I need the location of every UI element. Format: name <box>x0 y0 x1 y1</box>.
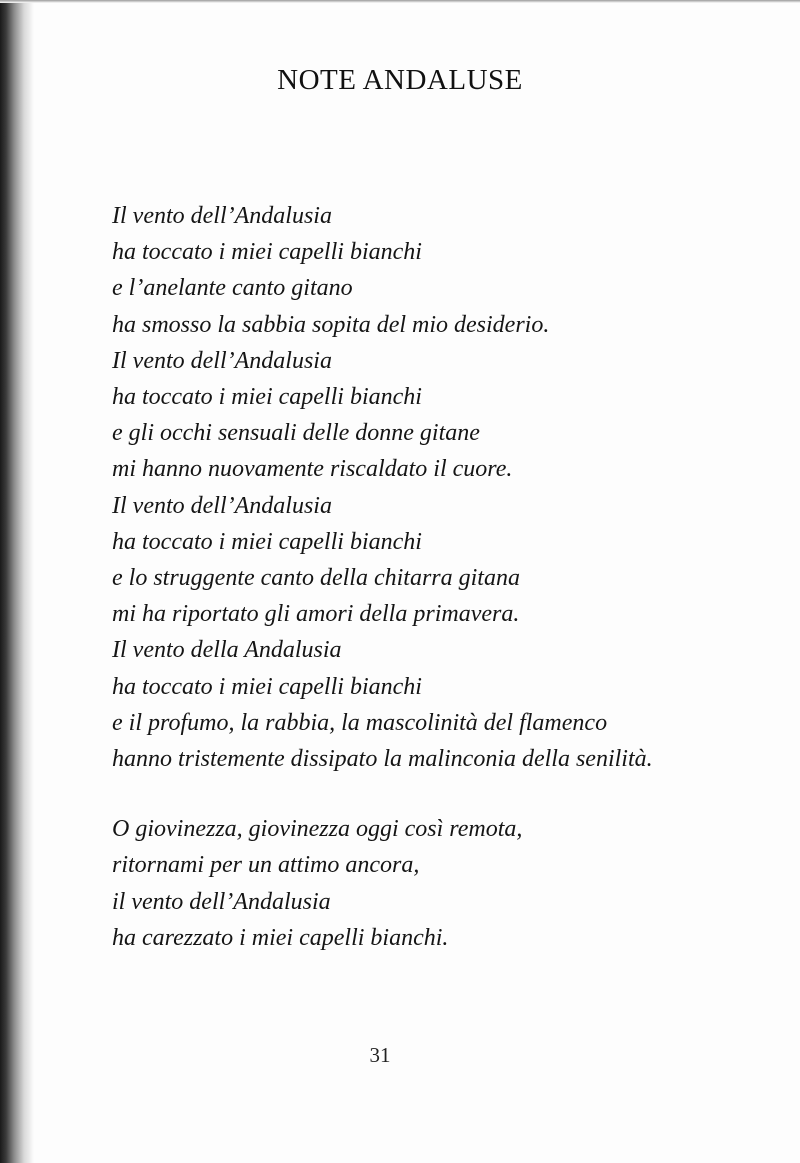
poem-line: ha smosso la sabbia sopita del mio desiderio. <box>112 311 550 338</box>
poem-line: hanno tristemente dissipato la malinconia della senilità. <box>112 746 653 773</box>
poem-line: ritornami per un attimo ancora, <box>112 852 420 879</box>
poem-line: e lo struggente canto della chitarra gitana <box>112 565 520 592</box>
poem-line: Il vento della Andalusia <box>112 637 342 664</box>
poem-line: il vento dell’Andalusia <box>112 888 331 915</box>
poem-line: e l’anelante canto gitano <box>112 275 353 302</box>
poem-line: mi hanno nuovamente riscaldato il cuore. <box>112 456 513 483</box>
poem-line: mi ha riportato gli amori della primavera. <box>112 601 520 628</box>
binding-shadow <box>0 0 34 1163</box>
poem-line: ha toccato i miei capelli bianchi <box>112 239 422 266</box>
poem-line: O giovinezza, giovinezza oggi così remota, <box>112 816 523 843</box>
poem-line: ha toccato i miei capelli bianchi <box>112 673 422 700</box>
stanza-2 <box>112 811 772 956</box>
page-top-edge <box>0 0 800 3</box>
poem-line: ha toccato i miei capelli bianchi <box>112 384 422 411</box>
poem-line: e gli occhi sensuali delle donne gitane <box>112 420 480 447</box>
stanza-1 <box>112 198 772 777</box>
poem-line: Il vento dell’Andalusia <box>112 347 332 374</box>
poem-line: e il profumo, la rabbia, la mascolinità del flamenco <box>112 709 608 736</box>
poem-title: NOTE ANDALUSE <box>277 64 523 96</box>
page-number: 31 <box>369 1043 391 1067</box>
poem-line: Il vento dell’Andalusia <box>112 203 332 229</box>
poem-body <box>112 198 772 956</box>
poem-line: Il vento dell’Andalusia <box>112 492 332 519</box>
poem-line: ha carezzato i miei capelli bianchi. <box>112 924 449 951</box>
poem-line: ha toccato i miei capelli bianchi <box>112 528 422 555</box>
